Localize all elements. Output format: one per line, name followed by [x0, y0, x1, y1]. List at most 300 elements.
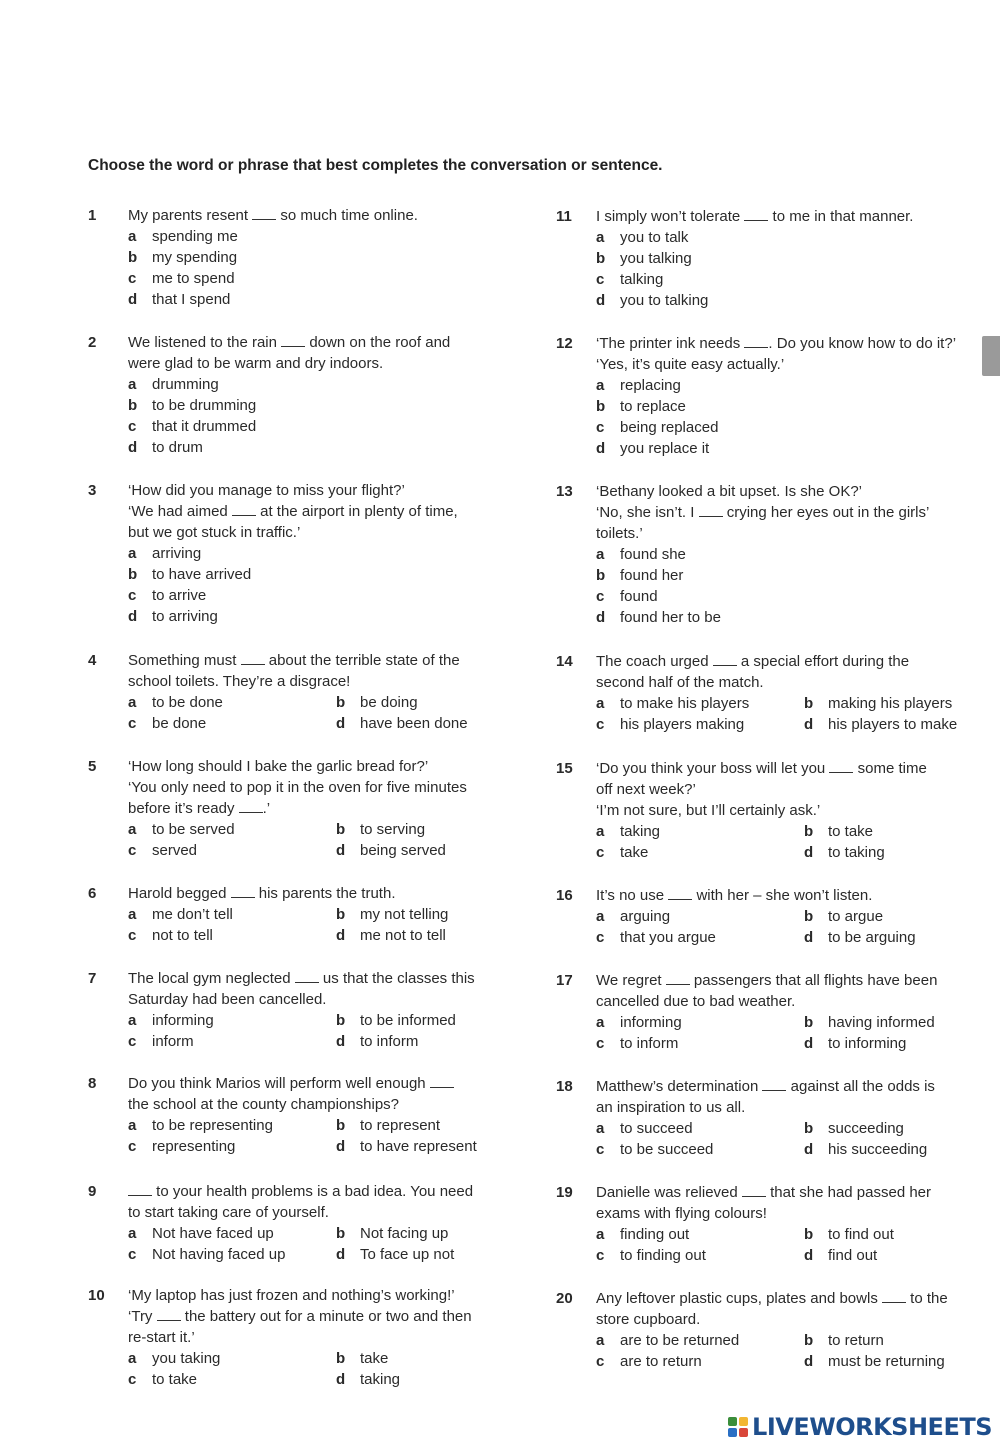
option-text: be done — [152, 715, 207, 732]
answer-gap — [252, 205, 276, 220]
option-letter: c — [128, 1033, 137, 1050]
option-text: to represent — [360, 1117, 441, 1134]
option-c[interactable] — [128, 268, 235, 289]
answer-gap — [668, 885, 692, 900]
option-letter: c — [596, 1247, 605, 1264]
answer-gap — [713, 651, 737, 666]
option-text: that you argue — [620, 929, 716, 946]
option-text: succeeding — [828, 1120, 904, 1137]
question-number: 9 — [88, 1183, 97, 1200]
option-letter: d — [336, 1138, 346, 1155]
answer-gap — [742, 1182, 766, 1197]
option-text: me don’t tell — [152, 906, 233, 923]
option-text: be doing — [360, 694, 418, 711]
option-letter: c — [596, 1035, 605, 1052]
option-b[interactable] — [596, 248, 692, 269]
option-text: are to be returned — [620, 1332, 740, 1349]
option-a[interactable] — [128, 692, 223, 713]
option-letter: d — [336, 715, 346, 732]
question-number: 12 — [556, 335, 573, 352]
answer-gap — [744, 333, 768, 348]
option-text: to argue — [828, 908, 884, 925]
question-stem: to your health problems is a bad idea. You need to start taking care of yourself. — [128, 1183, 474, 1221]
option-a[interactable] — [596, 821, 660, 842]
question-number: 14 — [556, 653, 573, 670]
option-b[interactable] — [128, 247, 237, 268]
option-a[interactable] — [596, 1224, 689, 1245]
question-stem: Matthew’s determination against all the odds is an inspiration to us all. — [596, 1078, 935, 1116]
option-letter: d — [804, 1353, 814, 1370]
option-text: served — [152, 842, 198, 859]
option-letter: d — [804, 716, 814, 733]
answer-gap — [231, 883, 255, 898]
option-a[interactable] — [128, 819, 235, 840]
option-letter: a — [596, 1014, 605, 1031]
option-text: take — [360, 1350, 389, 1367]
option-d[interactable] — [596, 607, 721, 628]
option-b[interactable] — [128, 564, 251, 585]
option-a[interactable] — [596, 375, 681, 396]
option-text: must be returning — [828, 1353, 945, 1370]
answer-gap — [157, 1306, 181, 1321]
option-text: you taking — [152, 1350, 221, 1367]
option-text: to succeed — [620, 1120, 693, 1137]
option-c[interactable] — [128, 925, 213, 946]
option-b[interactable] — [336, 1115, 440, 1136]
option-text: to be succeed — [620, 1141, 714, 1158]
question-number: 10 — [88, 1287, 105, 1304]
option-d[interactable] — [804, 927, 916, 948]
option-b[interactable] — [596, 565, 683, 586]
option-letter: b — [336, 1012, 346, 1029]
liveworksheets-logo[interactable] — [728, 1412, 992, 1442]
option-a[interactable] — [128, 1115, 273, 1136]
option-letter: b — [804, 1332, 814, 1349]
option-c[interactable] — [128, 1031, 194, 1052]
option-letter: b — [336, 906, 346, 923]
option-d[interactable] — [804, 1139, 927, 1160]
option-letter: d — [128, 608, 138, 625]
option-text: to drum — [152, 439, 203, 456]
option-text: Not having faced up — [152, 1246, 286, 1263]
option-text: To face up not — [360, 1246, 455, 1263]
option-letter: a — [596, 908, 605, 925]
option-text: to serving — [360, 821, 426, 838]
option-a[interactable] — [596, 1330, 739, 1351]
option-text: to be drumming — [152, 397, 257, 414]
option-letter: d — [336, 842, 346, 859]
option-text: to taking — [828, 844, 885, 861]
scrollbar-handle[interactable] — [982, 336, 1000, 376]
option-letter: c — [128, 927, 137, 944]
option-d[interactable] — [336, 840, 446, 861]
option-a[interactable] — [128, 374, 219, 395]
option-letter: c — [128, 1138, 137, 1155]
option-text: you to talk — [620, 229, 689, 246]
option-letter: c — [128, 1246, 137, 1263]
question-number: 7 — [88, 970, 97, 987]
option-letter: a — [596, 377, 605, 394]
option-c[interactable] — [128, 840, 197, 861]
option-text: his players to make — [828, 716, 958, 733]
option-letter: b — [804, 695, 814, 712]
answer-gap — [699, 502, 723, 517]
option-b[interactable] — [804, 1224, 894, 1245]
option-text: Not facing up — [360, 1225, 449, 1242]
option-letter: b — [804, 1014, 814, 1031]
answer-gap — [762, 1076, 786, 1091]
option-c[interactable] — [128, 713, 206, 734]
answer-gap — [666, 970, 690, 985]
option-letter: a — [596, 695, 605, 712]
option-b[interactable] — [804, 821, 873, 842]
option-letter: d — [336, 1033, 346, 1050]
option-letter: d — [804, 929, 814, 946]
option-text: arriving — [152, 545, 202, 562]
option-c[interactable] — [596, 586, 658, 607]
option-text: me to spend — [152, 270, 235, 287]
question-number: 8 — [88, 1075, 97, 1092]
question-stem: It’s no use with her – she won’t listen. — [596, 887, 873, 904]
option-b[interactable] — [804, 906, 883, 927]
option-letter: d — [128, 439, 138, 456]
answer-gap — [829, 758, 853, 773]
option-text: informing — [152, 1012, 214, 1029]
option-b[interactable] — [336, 1010, 456, 1031]
option-letter: b — [596, 567, 606, 584]
option-text: to take — [828, 823, 874, 840]
option-d[interactable] — [596, 290, 708, 311]
option-b[interactable] — [336, 692, 418, 713]
liveworksheets-logo-icon — [728, 1417, 748, 1437]
option-letter: a — [128, 1117, 137, 1134]
option-c[interactable] — [596, 1351, 702, 1372]
option-d[interactable] — [596, 438, 709, 459]
option-letter: c — [128, 715, 137, 732]
option-letter: d — [804, 1141, 814, 1158]
option-letter: a — [596, 1332, 605, 1349]
option-text: informing — [620, 1014, 682, 1031]
option-letter: d — [336, 1246, 346, 1263]
option-letter: d — [336, 1371, 346, 1388]
option-letter: a — [596, 1226, 605, 1243]
option-b[interactable] — [804, 1330, 884, 1351]
option-b[interactable] — [596, 396, 686, 417]
option-text: to be served — [152, 821, 235, 838]
option-letter: a — [596, 823, 605, 840]
option-text: that I spend — [152, 291, 231, 308]
answer-gap — [295, 968, 319, 983]
logo-text: LIVEWORKSHEETS — [752, 1413, 992, 1441]
option-d[interactable] — [336, 925, 446, 946]
answer-gap — [232, 501, 256, 516]
option-letter: b — [336, 694, 346, 711]
question-number: 19 — [556, 1184, 573, 1201]
question-number: 1 — [88, 207, 97, 224]
question-stem: We regret passengers that all flights have been cancelled due to bad weather. — [596, 972, 938, 1010]
option-a[interactable] — [596, 544, 686, 565]
option-letter: b — [804, 1226, 814, 1243]
option-a[interactable] — [128, 1223, 274, 1244]
option-text: to be done — [152, 694, 223, 711]
option-d[interactable] — [804, 842, 885, 863]
option-a[interactable] — [596, 693, 749, 714]
option-text: me not to tell — [360, 927, 446, 944]
question-number: 16 — [556, 887, 573, 904]
question-stem: ‘The printer ink needs . Do you know how to do it?’ ‘Yes, it’s quite easy actually.’ — [596, 335, 957, 373]
option-letter: c — [596, 419, 605, 436]
option-d[interactable] — [804, 1245, 877, 1266]
option-a[interactable] — [128, 1348, 220, 1369]
option-letter: b — [336, 1350, 346, 1367]
option-letter: a — [128, 1350, 137, 1367]
option-text: to replace — [620, 398, 686, 415]
option-c[interactable] — [596, 417, 718, 438]
option-letter: a — [128, 821, 137, 838]
answer-gap — [882, 1288, 906, 1303]
option-text: Not have faced up — [152, 1225, 274, 1242]
option-text: to have represent — [360, 1138, 477, 1155]
option-letter: c — [128, 270, 137, 287]
option-text: replacing — [620, 377, 681, 394]
option-letter: d — [128, 291, 138, 308]
option-b[interactable] — [336, 1348, 388, 1369]
option-text: representing — [152, 1138, 236, 1155]
option-letter: b — [596, 250, 606, 267]
option-letter: c — [596, 929, 605, 946]
option-text: to return — [828, 1332, 884, 1349]
option-letter: c — [596, 588, 605, 605]
option-text: to be arguing — [828, 929, 916, 946]
option-letter: c — [128, 587, 137, 604]
option-b[interactable] — [336, 819, 425, 840]
option-b[interactable] — [804, 693, 952, 714]
question-stem: ‘How did you manage to miss your flight?’ ‘We had aimed at the airport in plenty of time, but we got stuck in traffic.’ — [128, 482, 458, 541]
option-text: to inform — [620, 1035, 679, 1052]
option-text: have been done — [360, 715, 468, 732]
option-letter: a — [128, 1012, 137, 1029]
option-text: found she — [620, 546, 686, 563]
option-letter: b — [596, 398, 606, 415]
question-number: 15 — [556, 760, 573, 777]
option-letter: a — [596, 546, 605, 563]
option-text: to arrive — [152, 587, 207, 604]
option-text: drumming — [152, 376, 219, 393]
option-d[interactable] — [128, 606, 218, 627]
option-c[interactable] — [596, 1245, 706, 1266]
question-stem: My parents resent so much time online. — [128, 207, 418, 224]
option-letter: a — [128, 694, 137, 711]
option-letter: c — [596, 1353, 605, 1370]
question-number: 2 — [88, 334, 97, 351]
option-c[interactable] — [128, 1369, 197, 1390]
option-letter: a — [128, 545, 137, 562]
option-letter: b — [804, 823, 814, 840]
option-letter: c — [596, 1141, 605, 1158]
answer-gap — [128, 1181, 152, 1196]
question-number: 6 — [88, 885, 97, 902]
question-stem: ‘Bethany looked a bit upset. Is she OK?’ ‘No, she isn’t. I crying her eyes out in the girls’ toilets.’ — [596, 483, 930, 542]
question-stem: The local gym neglected us that the classes this Saturday had been cancelled. — [128, 970, 475, 1008]
option-letter: c — [128, 842, 137, 859]
option-text: his players making — [620, 716, 745, 733]
option-b[interactable] — [336, 904, 448, 925]
option-d[interactable] — [804, 1351, 945, 1372]
question-number: 11 — [556, 208, 572, 225]
option-letter: d — [596, 292, 606, 309]
option-text: finding out — [620, 1226, 690, 1243]
option-letter: c — [596, 271, 605, 288]
question-stem: Harold begged his parents the truth. — [128, 885, 396, 902]
option-a[interactable] — [596, 1118, 693, 1139]
option-text: found — [620, 588, 658, 605]
question-stem: ‘Do you think your boss will let you some time off next week?’ ‘I’m not sure, but I’ll certainly ask.’ — [596, 760, 927, 819]
question-stem: The coach urged a special effort during the second half of the match. — [596, 653, 910, 691]
option-letter: a — [128, 1225, 137, 1242]
option-letter: c — [596, 844, 605, 861]
option-b[interactable] — [336, 1223, 448, 1244]
question-number: 4 — [88, 652, 97, 669]
option-text: that it drummed — [152, 418, 257, 435]
option-d[interactable] — [804, 714, 957, 735]
option-d[interactable] — [128, 437, 203, 458]
option-text: inform — [152, 1033, 194, 1050]
option-b[interactable] — [804, 1118, 904, 1139]
option-text: found her — [620, 567, 684, 584]
option-text: my not telling — [360, 906, 449, 923]
option-a[interactable] — [596, 1012, 682, 1033]
option-text: to make his players — [620, 695, 750, 712]
question-number: 5 — [88, 758, 97, 775]
option-text: talking — [620, 271, 664, 288]
option-a[interactable] — [128, 543, 201, 564]
option-d[interactable] — [336, 1369, 400, 1390]
option-letter: a — [596, 1120, 605, 1137]
option-a[interactable] — [128, 1010, 214, 1031]
option-text: taking — [620, 823, 661, 840]
option-letter: b — [336, 821, 346, 838]
option-text: not to tell — [152, 927, 213, 944]
option-c[interactable] — [128, 1244, 285, 1265]
option-letter: d — [596, 440, 606, 457]
option-d[interactable] — [804, 1033, 906, 1054]
option-letter: c — [128, 418, 137, 435]
question-number: 20 — [556, 1290, 573, 1307]
answer-gap — [744, 206, 768, 221]
option-letter: a — [596, 229, 605, 246]
option-c[interactable] — [128, 1136, 235, 1157]
option-text: spending me — [152, 228, 238, 245]
option-text: to inform — [360, 1033, 419, 1050]
option-c[interactable] — [596, 927, 716, 948]
option-text: found her to be — [620, 609, 721, 626]
option-d[interactable] — [128, 289, 230, 310]
answer-gap — [281, 332, 305, 347]
question-stem: Do you think Marios will perform well enough the school at the county championships? — [128, 1073, 523, 1115]
question-stem: Any leftover plastic cups, plates and bowls to the store cupboard. — [596, 1290, 948, 1328]
question-number: 18 — [556, 1078, 573, 1095]
option-d[interactable] — [336, 713, 468, 734]
option-text: taking — [360, 1371, 401, 1388]
option-letter: b — [336, 1225, 346, 1242]
option-b[interactable] — [128, 395, 256, 416]
question-stem: ‘How long should I bake the garlic bread for?’ ‘You only need to pop it in the oven for five minutes before it’s ready .’ — [128, 758, 467, 817]
option-c[interactable] — [596, 842, 648, 863]
option-text: to be representing — [152, 1117, 273, 1134]
option-letter: d — [336, 927, 346, 944]
question-number: 17 — [556, 972, 573, 989]
option-letter: b — [128, 249, 138, 266]
instructions: Choose the word or phrase that best completes the conversation or sentence. — [88, 157, 663, 174]
question-stem: Something must about the terrible state of the school toilets. They’re a disgrace! — [128, 652, 460, 690]
option-letter: d — [804, 1035, 814, 1052]
option-text: take — [620, 844, 649, 861]
option-text: you replace it — [620, 440, 710, 457]
option-c[interactable] — [128, 416, 256, 437]
question-stem: We listened to the rain down on the roof and were glad to be warm and dry indoors. — [128, 334, 451, 372]
option-letter: b — [336, 1117, 346, 1134]
option-letter: b — [804, 1120, 814, 1137]
option-letter: a — [128, 376, 137, 393]
option-d[interactable] — [336, 1244, 454, 1265]
option-text: being replaced — [620, 419, 719, 436]
option-c[interactable] — [128, 585, 206, 606]
option-letter: b — [804, 908, 814, 925]
option-text: to take — [152, 1371, 198, 1388]
option-c[interactable] — [596, 1033, 678, 1054]
question-stem: I simply won’t tolerate to me in that manner. — [596, 208, 914, 225]
answer-gap — [241, 650, 265, 665]
option-letter: d — [804, 1247, 814, 1264]
question-stem: ‘My laptop has just frozen and nothing’s working!’ ‘Try the battery out for a minute or two and then re-start it.’ — [128, 1287, 472, 1346]
option-c[interactable] — [596, 1139, 713, 1160]
question-stem: Danielle was relieved that she had passed her exams with flying colours! — [596, 1184, 932, 1222]
option-text: find out — [828, 1247, 878, 1264]
option-a[interactable] — [128, 904, 233, 925]
answer-gap — [239, 798, 263, 813]
option-text: to finding out — [620, 1247, 706, 1264]
question-number: 13 — [556, 483, 573, 500]
option-c[interactable] — [596, 714, 744, 735]
option-b[interactable] — [804, 1012, 935, 1033]
option-text: to find out — [828, 1226, 894, 1243]
option-text: you talking — [620, 250, 692, 267]
option-d[interactable] — [336, 1031, 418, 1052]
question-number: 3 — [88, 482, 97, 499]
option-letter: d — [596, 609, 606, 626]
option-letter: c — [128, 1371, 137, 1388]
option-a[interactable] — [128, 226, 238, 247]
option-text: to arriving — [152, 608, 218, 625]
option-text: are to return — [620, 1353, 702, 1370]
option-text: being served — [360, 842, 446, 859]
option-text: his succeeding — [828, 1141, 928, 1158]
answer-gap — [430, 1073, 454, 1088]
option-letter: b — [128, 566, 138, 583]
option-letter: d — [804, 844, 814, 861]
option-text: my spending — [152, 249, 238, 266]
option-text: to be informed — [360, 1012, 456, 1029]
option-text: having informed — [828, 1014, 935, 1031]
option-letter: a — [128, 906, 137, 923]
option-a[interactable] — [596, 227, 688, 248]
option-c[interactable] — [596, 269, 663, 290]
option-text: to informing — [828, 1035, 907, 1052]
option-text: you to talking — [620, 292, 709, 309]
option-a[interactable] — [596, 906, 670, 927]
option-letter: c — [596, 716, 605, 733]
option-d[interactable] — [336, 1136, 477, 1157]
